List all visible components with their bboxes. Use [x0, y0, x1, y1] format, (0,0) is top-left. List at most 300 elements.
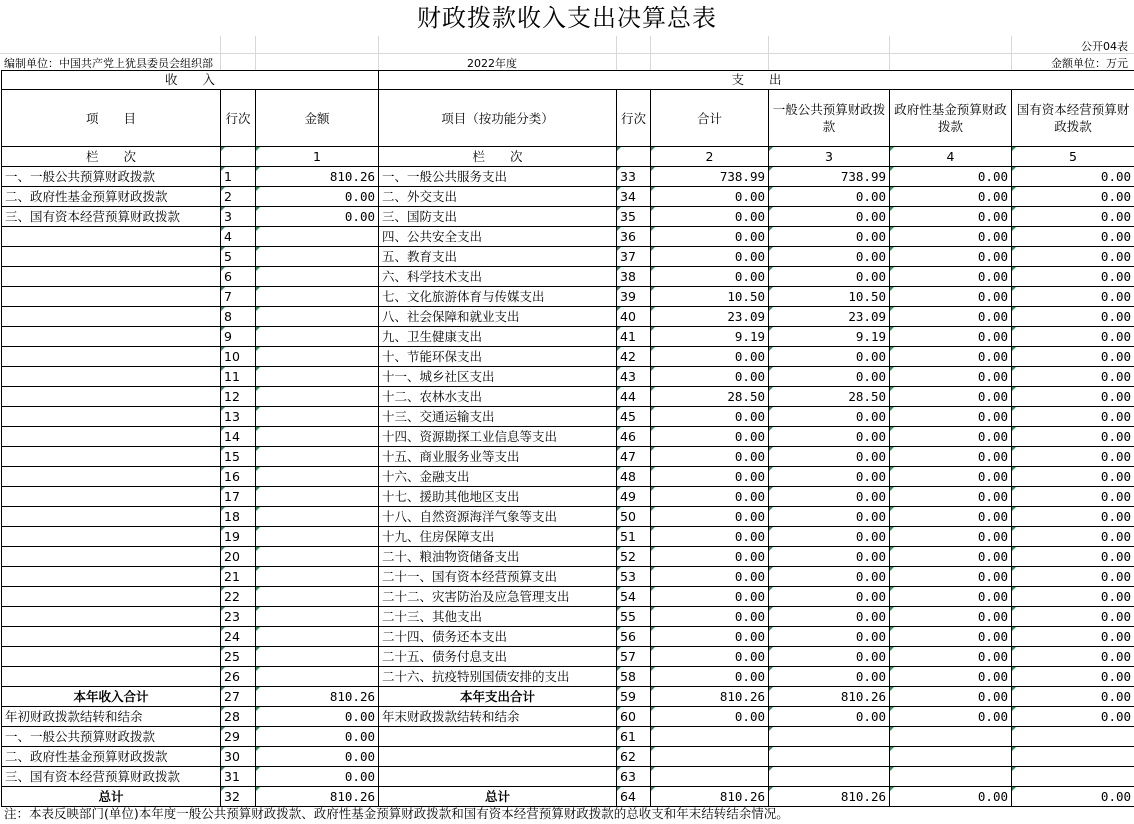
- expense-state: 0.00: [1012, 387, 1134, 407]
- lanci-blank-2: [617, 147, 651, 167]
- expense-row-no: 41: [617, 327, 651, 347]
- expense-fund: 0.00: [890, 787, 1012, 807]
- expense-item: 十五、商业服务业等支出: [379, 447, 617, 467]
- income-amount: [256, 407, 379, 427]
- income-item: 年初财政拨款结转和结余: [2, 707, 221, 727]
- income-item: [2, 367, 221, 387]
- expense-total: 0.00: [651, 567, 769, 587]
- expense-general: [769, 747, 890, 767]
- income-row-no: 13: [221, 407, 256, 427]
- income-row-no: 8: [221, 307, 256, 327]
- expense-row-no: 37: [617, 247, 651, 267]
- income-row-no: 16: [221, 467, 256, 487]
- table-row: [2, 667, 1134, 687]
- expense-row-no: 40: [617, 307, 651, 327]
- expense-row-no: 52: [617, 547, 651, 567]
- expense-item: 年末财政拨款结转和结余: [379, 707, 617, 727]
- expense-item: 二十一、国有资本经营预算支出: [379, 567, 617, 587]
- expense-item: 八、社会保障和就业支出: [379, 307, 617, 327]
- income-row-no: 10: [221, 347, 256, 367]
- expense-state: 0.00: [1012, 207, 1134, 227]
- expense-item: [379, 767, 617, 787]
- expense-state: 0.00: [1012, 427, 1134, 447]
- income-amount: [256, 227, 379, 247]
- expense-total: 0.00: [651, 647, 769, 667]
- expense-fund: 0.00: [890, 307, 1012, 327]
- income-item: [2, 387, 221, 407]
- expense-state: 0.00: [1012, 547, 1134, 567]
- expense-state: 0.00: [1012, 167, 1134, 187]
- expense-total: 0.00: [651, 227, 769, 247]
- income-row-no: 5: [221, 247, 256, 267]
- lanci-col-2: 2: [651, 147, 769, 167]
- expense-general: 0.00: [769, 507, 890, 527]
- table-row: [2, 487, 1134, 507]
- income-item: [2, 287, 221, 307]
- expense-total: 0.00: [651, 527, 769, 547]
- expense-fund: 0.00: [890, 607, 1012, 627]
- col-header-row-no: 行次: [221, 90, 256, 147]
- expense-state: 0.00: [1012, 287, 1134, 307]
- expense-general: 9.19: [769, 327, 890, 347]
- expense-state: 0.00: [1012, 227, 1134, 247]
- expense-item: 二十六、抗疫特别国债安排的支出: [379, 667, 617, 687]
- expense-state: 0.00: [1012, 407, 1134, 427]
- expense-item: 十八、自然资源海洋气象等支出: [379, 507, 617, 527]
- income-row-no: 12: [221, 387, 256, 407]
- expense-item: 二、外交支出: [379, 187, 617, 207]
- expense-row-no: 34: [617, 187, 651, 207]
- table-row: [2, 407, 1134, 427]
- income-amount: [256, 547, 379, 567]
- lanci-col-4: 4: [890, 147, 1012, 167]
- expense-fund: 0.00: [890, 427, 1012, 447]
- income-item: [2, 327, 221, 347]
- lanci-col-5: 5: [1012, 147, 1134, 167]
- expense-general: 0.00: [769, 227, 890, 247]
- expense-general: 0.00: [769, 207, 890, 227]
- expense-state: 0.00: [1012, 347, 1134, 367]
- table-row: [2, 347, 1134, 367]
- income-row-no: 18: [221, 507, 256, 527]
- expense-fund: 0.00: [890, 447, 1012, 467]
- table-row: [2, 747, 1134, 767]
- expense-fund: 0.00: [890, 707, 1012, 727]
- income-amount: [256, 327, 379, 347]
- expense-general: 0.00: [769, 487, 890, 507]
- expense-state: 0.00: [1012, 587, 1134, 607]
- expense-total: 0.00: [651, 247, 769, 267]
- expense-total: 0.00: [651, 367, 769, 387]
- expense-fund: [890, 727, 1012, 747]
- expense-total: 0.00: [651, 407, 769, 427]
- expense-general: [769, 727, 890, 747]
- expense-state: 0.00: [1012, 187, 1134, 207]
- income-item: 二、政府性基金预算财政拨款: [2, 187, 221, 207]
- expense-total: 810.26: [651, 787, 769, 807]
- income-row-no: 32: [221, 787, 256, 807]
- expense-row-no: 64: [617, 787, 651, 807]
- expense-general: 0.00: [769, 467, 890, 487]
- table-row: [2, 627, 1134, 647]
- expense-general: 0.00: [769, 647, 890, 667]
- income-amount: [256, 267, 379, 287]
- expense-row-no: 49: [617, 487, 651, 507]
- income-amount: [256, 447, 379, 467]
- income-amount: [256, 587, 379, 607]
- lanci-col-1: 1: [256, 147, 379, 167]
- expense-fund: 0.00: [890, 327, 1012, 347]
- table-row: [2, 267, 1134, 287]
- income-row-no: 15: [221, 447, 256, 467]
- expense-state: 0.00: [1012, 307, 1134, 327]
- expense-state: 0.00: [1012, 367, 1134, 387]
- income-amount: [256, 247, 379, 267]
- expense-state: 0.00: [1012, 487, 1134, 507]
- income-row-no: 20: [221, 547, 256, 567]
- table-row: [2, 307, 1134, 327]
- expense-total: 0.00: [651, 187, 769, 207]
- expense-item: 十二、农林水支出: [379, 387, 617, 407]
- table-row: [2, 227, 1134, 247]
- expense-item: [379, 747, 617, 767]
- lanci-label-right: 栏 次: [379, 147, 617, 167]
- expense-total: 0.00: [651, 207, 769, 227]
- table-row: [2, 707, 1134, 727]
- col-header-amount: 金额: [256, 90, 379, 147]
- income-row-no: 24: [221, 627, 256, 647]
- expense-state: 0.00: [1012, 447, 1134, 467]
- expense-total: 0.00: [651, 467, 769, 487]
- expense-state: 0.00: [1012, 567, 1134, 587]
- expense-general: 23.09: [769, 307, 890, 327]
- money-unit: 金额单位：万元: [1051, 57, 1128, 70]
- expense-item: 二十四、债务还本支出: [379, 627, 617, 647]
- expense-item: 三、国防支出: [379, 207, 617, 227]
- expense-row-no: 57: [617, 647, 651, 667]
- income-item: [2, 467, 221, 487]
- income-item: [2, 267, 221, 287]
- income-section-header: 收 入: [2, 71, 379, 90]
- table-row: [2, 387, 1134, 407]
- expense-fund: 0.00: [890, 267, 1012, 287]
- table-row: [2, 647, 1134, 667]
- income-amount: 0.00: [256, 727, 379, 747]
- income-item: 总计: [2, 787, 221, 807]
- expense-general: 0.00: [769, 247, 890, 267]
- expense-item: 十六、金融支出: [379, 467, 617, 487]
- table-row: [2, 607, 1134, 627]
- expense-row-no: 44: [617, 387, 651, 407]
- income-item: [2, 667, 221, 687]
- expense-item: 十七、援助其他地区支出: [379, 487, 617, 507]
- expense-general: 0.00: [769, 267, 890, 287]
- income-row-no: 6: [221, 267, 256, 287]
- expense-general: 0.00: [769, 527, 890, 547]
- income-item: [2, 607, 221, 627]
- expense-total: 0.00: [651, 427, 769, 447]
- expense-fund: [890, 767, 1012, 787]
- expense-item: 二十二、灾害防治及应急管理支出: [379, 587, 617, 607]
- expense-item: 二十五、债务付息支出: [379, 647, 617, 667]
- col-header-total: 合计: [651, 90, 769, 147]
- lanci-blank: [221, 147, 256, 167]
- expense-fund: 0.00: [890, 647, 1012, 667]
- income-row-no: 21: [221, 567, 256, 587]
- expense-total: 0.00: [651, 627, 769, 647]
- income-item: [2, 567, 221, 587]
- income-amount: 0.00: [256, 767, 379, 787]
- expense-state: 0.00: [1012, 667, 1134, 687]
- expense-row-no: 61: [617, 727, 651, 747]
- expense-total: 0.00: [651, 547, 769, 567]
- col-header-item: 项 目: [2, 90, 221, 147]
- income-amount: [256, 287, 379, 307]
- expense-row-no: 39: [617, 287, 651, 307]
- expense-fund: 0.00: [890, 487, 1012, 507]
- expense-general: 28.50: [769, 387, 890, 407]
- expense-general: 0.00: [769, 367, 890, 387]
- expense-fund: 0.00: [890, 387, 1012, 407]
- expense-total: 0.00: [651, 487, 769, 507]
- expense-fund: 0.00: [890, 527, 1012, 547]
- income-item: [2, 587, 221, 607]
- income-amount: [256, 347, 379, 367]
- income-amount: [256, 627, 379, 647]
- expense-total: 810.26: [651, 687, 769, 707]
- income-item: [2, 427, 221, 447]
- income-row-no: 30: [221, 747, 256, 767]
- income-amount: [256, 387, 379, 407]
- table-row: [2, 547, 1134, 567]
- income-amount: 0.00: [256, 187, 379, 207]
- expense-total: [651, 767, 769, 787]
- income-row-no: 29: [221, 727, 256, 747]
- income-item: 三、国有资本经营预算财政拨款: [2, 207, 221, 227]
- expense-fund: 0.00: [890, 547, 1012, 567]
- expense-general: 810.26: [769, 787, 890, 807]
- expense-total: 9.19: [651, 327, 769, 347]
- expense-fund: 0.00: [890, 567, 1012, 587]
- income-row-no: 14: [221, 427, 256, 447]
- expense-total: 0.00: [651, 447, 769, 467]
- expense-row-no: 53: [617, 567, 651, 587]
- expense-row-no: 36: [617, 227, 651, 247]
- expense-total: 0.00: [651, 507, 769, 527]
- expense-fund: 0.00: [890, 347, 1012, 367]
- expense-fund: 0.00: [890, 587, 1012, 607]
- table-row: [2, 467, 1134, 487]
- expense-fund: 0.00: [890, 367, 1012, 387]
- expense-item: 一、一般公共服务支出: [379, 167, 617, 187]
- expense-total: 0.00: [651, 707, 769, 727]
- income-row-no: 26: [221, 667, 256, 687]
- expense-row-no: 60: [617, 707, 651, 727]
- table-row: [2, 767, 1134, 787]
- table-row: [2, 507, 1134, 527]
- income-row-no: 7: [221, 287, 256, 307]
- page-title: 财政拨款收入支出决算总表: [417, 4, 717, 32]
- expense-total: 0.00: [651, 607, 769, 627]
- table-row: [2, 287, 1134, 307]
- expense-item: 本年支出合计: [379, 687, 617, 707]
- expense-state: [1012, 767, 1134, 787]
- expense-state: 0.00: [1012, 627, 1134, 647]
- expense-total: 10.50: [651, 287, 769, 307]
- table-row: [2, 247, 1134, 267]
- expense-item: 十三、交通运输支出: [379, 407, 617, 427]
- table-row: [2, 207, 1134, 227]
- expense-fund: 0.00: [890, 407, 1012, 427]
- expense-row-no: 43: [617, 367, 651, 387]
- expense-state: 0.00: [1012, 707, 1134, 727]
- expense-state: 0.00: [1012, 267, 1134, 287]
- income-amount: [256, 667, 379, 687]
- expense-row-no: 58: [617, 667, 651, 687]
- expense-state: 0.00: [1012, 787, 1134, 807]
- expense-row-no: 38: [617, 267, 651, 287]
- expense-state: 0.00: [1012, 687, 1134, 707]
- expense-item: 总计: [379, 787, 617, 807]
- income-row-no: 1: [221, 167, 256, 187]
- income-item: [2, 307, 221, 327]
- expense-fund: 0.00: [890, 467, 1012, 487]
- table-row: [2, 687, 1134, 707]
- expense-item: 九、卫生健康支出: [379, 327, 617, 347]
- table-row: [2, 367, 1134, 387]
- table-row: [2, 427, 1134, 447]
- income-row-no: 17: [221, 487, 256, 507]
- expense-general: 0.00: [769, 627, 890, 647]
- table-row: [2, 187, 1134, 207]
- expense-total: 0.00: [651, 267, 769, 287]
- expense-row-no: 45: [617, 407, 651, 427]
- expense-row-no: 51: [617, 527, 651, 547]
- expense-row-no: 54: [617, 587, 651, 607]
- expense-total: 0.00: [651, 667, 769, 687]
- budget-table: [1, 70, 1134, 807]
- expense-general: 0.00: [769, 447, 890, 467]
- expense-general: 0.00: [769, 547, 890, 567]
- table-row: [2, 167, 1134, 187]
- income-amount: [256, 527, 379, 547]
- income-row-no: 4: [221, 227, 256, 247]
- income-item: [2, 547, 221, 567]
- col-header-row-no-2: 行次: [617, 90, 651, 147]
- expense-item: 七、文化旅游体育与传媒支出: [379, 287, 617, 307]
- income-amount: [256, 487, 379, 507]
- income-amount: 0.00: [256, 207, 379, 227]
- expense-item: 五、教育支出: [379, 247, 617, 267]
- income-item: [2, 507, 221, 527]
- col-header-state-capital: 国有资本经营预算财政拨款: [1012, 90, 1134, 147]
- income-amount: 810.26: [256, 787, 379, 807]
- income-row-no: 27: [221, 687, 256, 707]
- income-amount: [256, 607, 379, 627]
- expense-fund: [890, 747, 1012, 767]
- income-item: [2, 407, 221, 427]
- expense-total: 28.50: [651, 387, 769, 407]
- income-item: 三、国有资本经营预算财政拨款: [2, 767, 221, 787]
- income-amount: [256, 307, 379, 327]
- expense-state: [1012, 747, 1134, 767]
- expense-state: 0.00: [1012, 467, 1134, 487]
- expense-general: 10.50: [769, 287, 890, 307]
- income-row-no: 25: [221, 647, 256, 667]
- expense-general: 0.00: [769, 407, 890, 427]
- expense-item: 十四、资源勘探工业信息等支出: [379, 427, 617, 447]
- expense-total: 0.00: [651, 347, 769, 367]
- income-row-no: 31: [221, 767, 256, 787]
- expense-row-no: 55: [617, 607, 651, 627]
- expense-state: 0.00: [1012, 507, 1134, 527]
- expense-state: 0.00: [1012, 647, 1134, 667]
- income-item: [2, 347, 221, 367]
- income-row-no: 28: [221, 707, 256, 727]
- col-header-fund-budget: 政府性基金预算财政拨款: [890, 90, 1012, 147]
- income-item: 本年收入合计: [2, 687, 221, 707]
- expense-item: 十九、住房保障支出: [379, 527, 617, 547]
- expense-general: 0.00: [769, 187, 890, 207]
- income-amount: 0.00: [256, 747, 379, 767]
- expense-item: 四、公共安全支出: [379, 227, 617, 247]
- income-amount: [256, 427, 379, 447]
- expense-general: 810.26: [769, 687, 890, 707]
- income-item: [2, 447, 221, 467]
- expense-fund: 0.00: [890, 187, 1012, 207]
- expense-general: 0.00: [769, 567, 890, 587]
- expense-general: 0.00: [769, 587, 890, 607]
- expense-section-header: 支 出: [379, 71, 1134, 90]
- expense-fund: 0.00: [890, 247, 1012, 267]
- expense-state: 0.00: [1012, 607, 1134, 627]
- expense-general: [769, 767, 890, 787]
- income-amount: 810.26: [256, 167, 379, 187]
- expense-row-no: 50: [617, 507, 651, 527]
- income-row-no: 22: [221, 587, 256, 607]
- form-number: 公开04表: [1081, 40, 1128, 53]
- income-item: [2, 527, 221, 547]
- lanci-label-left: 栏 次: [2, 147, 221, 167]
- table-row: [2, 447, 1134, 467]
- income-row-no: 19: [221, 527, 256, 547]
- expense-fund: 0.00: [890, 667, 1012, 687]
- footnote: 注：本表反映部门(单位)本年度一般公共预算财政拨款、政府性基金预算财政拨款和国有资本经营预算财政拨款的总收支和年末结转结余情况。: [4, 806, 789, 821]
- expense-fund: 0.00: [890, 287, 1012, 307]
- table-row: [2, 567, 1134, 587]
- income-item: 一、一般公共预算财政拨款: [2, 727, 221, 747]
- expense-row-no: 35: [617, 207, 651, 227]
- expense-fund: 0.00: [890, 627, 1012, 647]
- expense-item: 十一、城乡社区支出: [379, 367, 617, 387]
- income-item: [2, 647, 221, 667]
- table-row: [2, 527, 1134, 547]
- income-amount: [256, 567, 379, 587]
- expense-state: 0.00: [1012, 247, 1134, 267]
- expense-row-no: 59: [617, 687, 651, 707]
- expense-row-no: 63: [617, 767, 651, 787]
- expense-total: [651, 727, 769, 747]
- expense-general: 0.00: [769, 707, 890, 727]
- expense-item: [379, 727, 617, 747]
- fiscal-year: 2022年度: [467, 57, 517, 70]
- expense-item: 十、节能环保支出: [379, 347, 617, 367]
- expense-row-no: 42: [617, 347, 651, 367]
- expense-fund: 0.00: [890, 687, 1012, 707]
- lanci-col-3: 3: [769, 147, 890, 167]
- income-row-no: 2: [221, 187, 256, 207]
- expense-row-no: 33: [617, 167, 651, 187]
